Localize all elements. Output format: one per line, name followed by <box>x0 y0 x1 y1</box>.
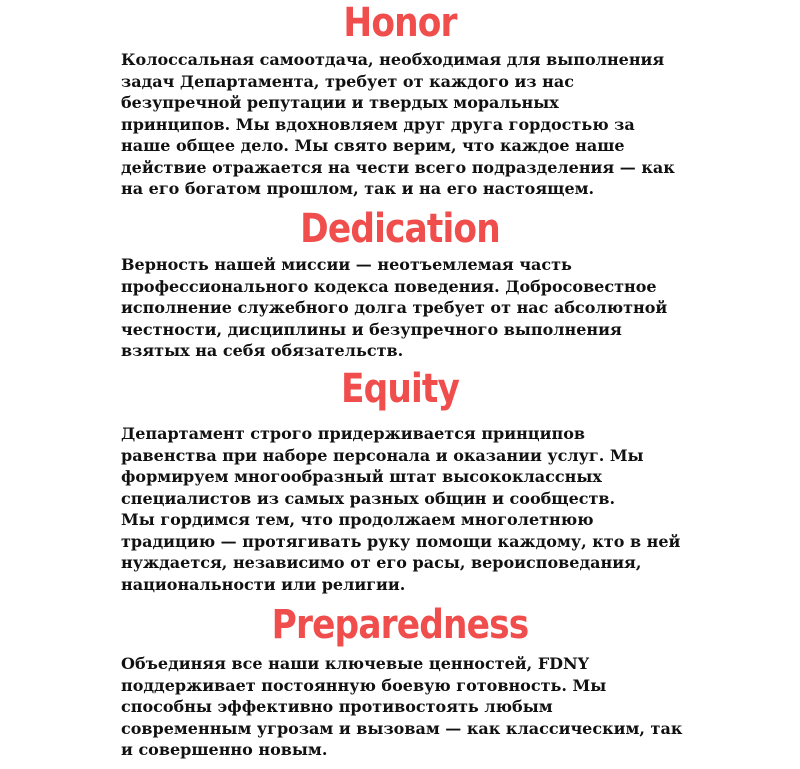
text-line: и совершенно новым. <box>121 740 328 759</box>
section-text-preparedness <box>121 653 741 761</box>
section-heading-honor: Honor <box>343 0 457 46</box>
text-line: безупречной репутации и твердых моральных <box>121 93 559 112</box>
section-text-equity <box>121 423 741 595</box>
text-line: Колоссальная самоотдача, необходимая для выполнения <box>121 50 665 69</box>
section-text-dedication <box>121 254 741 362</box>
section-heading-equity: Equity <box>340 366 460 412</box>
text-line: наше общее дело. Мы свято верим, что каждое наше <box>121 136 625 155</box>
text-line: на его богатом прошлом, так и на его настоящем. <box>121 179 595 198</box>
text-line: честности, дисциплины и безупречного выполнения <box>121 319 622 339</box>
text-line: современным угрозам и вызовам — как классическим, так <box>121 718 683 738</box>
text-line: равенства при наборе персонала и оказании услуг. Мы <box>121 445 644 465</box>
text-line: принципов. Мы вдохновляем друг друга гордостью за <box>121 114 635 134</box>
text-line: действие отражается на чести всего подразделения — как <box>121 157 675 177</box>
text-line: нуждается, независимо от его расы, вероисповедания, <box>121 553 642 572</box>
text-line: Мы гордимся тем, что продолжаем многолетнюю <box>121 510 594 529</box>
text-line: способны эффективно противостоять любым <box>121 697 553 716</box>
text-line: исполнение служебного долга требует от нас абсолютной <box>121 298 668 317</box>
section-heading-preparedness: Preparedness <box>271 602 529 648</box>
text-line: формируем многообразный штат высококлассных <box>121 467 602 486</box>
text-line: профессионального кодекса поведения. Добросовестное <box>121 276 657 296</box>
text-line: Верность нашей миссии — неотъемлемая часть <box>121 255 572 274</box>
text-line: национальности или религии. <box>121 574 406 594</box>
section-text-honor <box>121 49 741 200</box>
text-line: специалистов из самых разных общин и сообществ. <box>121 488 616 508</box>
text-line: традицию — протягивать руку помощи каждому, кто в ней <box>121 531 681 551</box>
text-line: поддерживает постоянную боевую готовность. Мы <box>121 675 607 695</box>
section-heading-dedication: Dedication <box>300 206 500 252</box>
text-line: задач Департамента, требует от каждого из нас <box>121 71 574 91</box>
text-line: взятых на себя обязательств. <box>121 341 404 360</box>
text-line: Объединяя все наши ключевые ценностей, FDNY <box>121 654 590 673</box>
text-line: Департамент строго придерживается принципов <box>121 424 585 443</box>
